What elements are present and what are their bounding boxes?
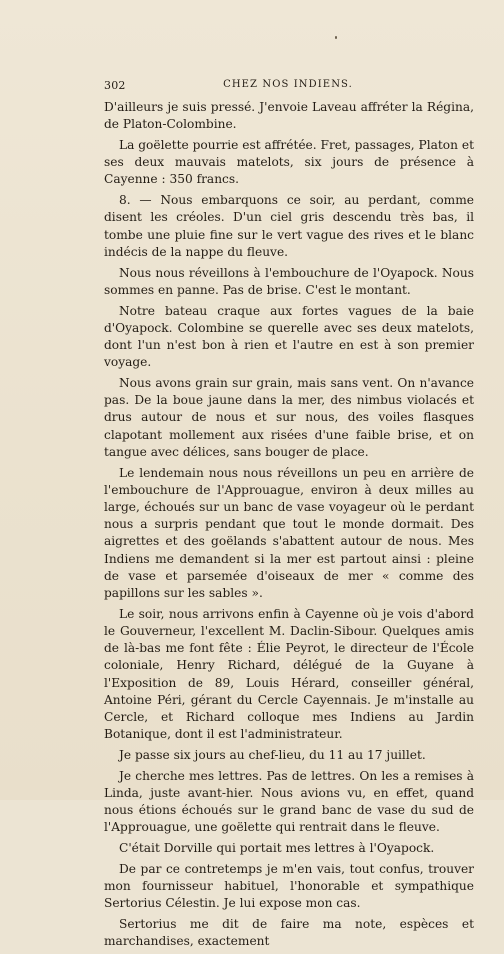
paragraph: Notre bateau craque aux fortes vagues de la baie d'Oyapock. Colombine se querelle avec ses deux matelots, dont l'un n'est bon à rien et l'autre en est à son premier voyage.	[104, 303, 474, 370]
paragraph: Le lendemain nous nous réveillons un peu en arrière de l'embouchure de l'Approuague, environ à deux milles au large, échoués sur un banc de vase voyageur où le perdant nous a surpris pendant que tout le monde dormait. Des aigrettes et des goëlands s'abattent autour de nous. Mes Indiens me demandent si la mer est partout ainsi : pleine de vase et parsemée d'oiseaux de mer « comme des papillons sur les sables ».	[104, 465, 474, 601]
paragraph: D'ailleurs je suis pressé. J'envoie Laveau affréter la Régina, de Platon-Colombine.	[104, 100, 474, 132]
paragraph: De par ce contretemps je m'en vais, tout confus, trouver mon fournisseur habituel, l'honorable et sympathique Sertorius Célestin. Je lui expose mon cas.	[104, 862, 474, 911]
paragraph: Je cherche mes lettres. Pas de lettres. On les a remises à Linda, juste avant-hier. Nous avions vu, en effet, quand nous étions échoués sur le grand banc de vase du sud de l'Approuague, une goëlette qui rentrait dans le fleuve.	[104, 768, 474, 835]
paragraph: C'était Dorville qui portait mes lettres à l'Oyapock.	[119, 841, 435, 856]
ink-speck	[335, 36, 337, 39]
page-header	[104, 79, 472, 95]
paragraph: Nous avons grain sur grain, mais sans vent. On n'avance pas. De la boue jaune dans la mer, des nimbus violacés et drus autour de nous et sur nous, des voiles flasques clapotant mollement aux risées d'une faible brise, et on tangue avec délices, sans bouger de place.	[104, 376, 474, 459]
paragraph: 8. — Nous embarquons ce soir, au perdant, comme disent les créoles. D'un ciel gris descendu très bas, il tombe une pluie fine sur le vert vague des rives et le blanc indécis de la nappe du fleuve.	[104, 193, 474, 259]
paragraph: Nous nous réveillons à l'embouchure de l'Oyapock. Nous sommes en panne. Pas de brise. C'est le montant.	[104, 265, 474, 297]
paragraph: Sertorius me dit de faire ma note, espèces et marchandises, exactement	[104, 917, 474, 949]
body-text	[104, 99, 474, 954]
running-title: CHEZ NOS INDIENS.	[223, 79, 353, 90]
paragraph: Le soir, nous arrivons enfin à Cayenne où je vois d'abord le Gouverneur, l'excellent M. Daclin-Sibour. Quelques amis de là-bas me font fête : Élie Peyrot, le directeur de l'École coloniale, Henry Richard, délégué de la Guyane à l'Exposition de 89, Louis Hérard, conseiller général, Antoine Péri, gérant du Cercle Cayennais. Je m'installe au Cercle, et Richard colloque mes Indiens au Jardin Botanique, dont il est l'administrateur.	[104, 606, 474, 742]
page-number: 302	[104, 79, 126, 92]
paragraph: La goëlette pourrie est affrétée. Fret, passages, Platon et ses deux mauvais matelots, six jours de présence à Cayenne : 350 francs.	[104, 138, 474, 187]
paragraph: Je passe six jours au chef-lieu, du 11 au 17 juillet.	[119, 748, 426, 763]
